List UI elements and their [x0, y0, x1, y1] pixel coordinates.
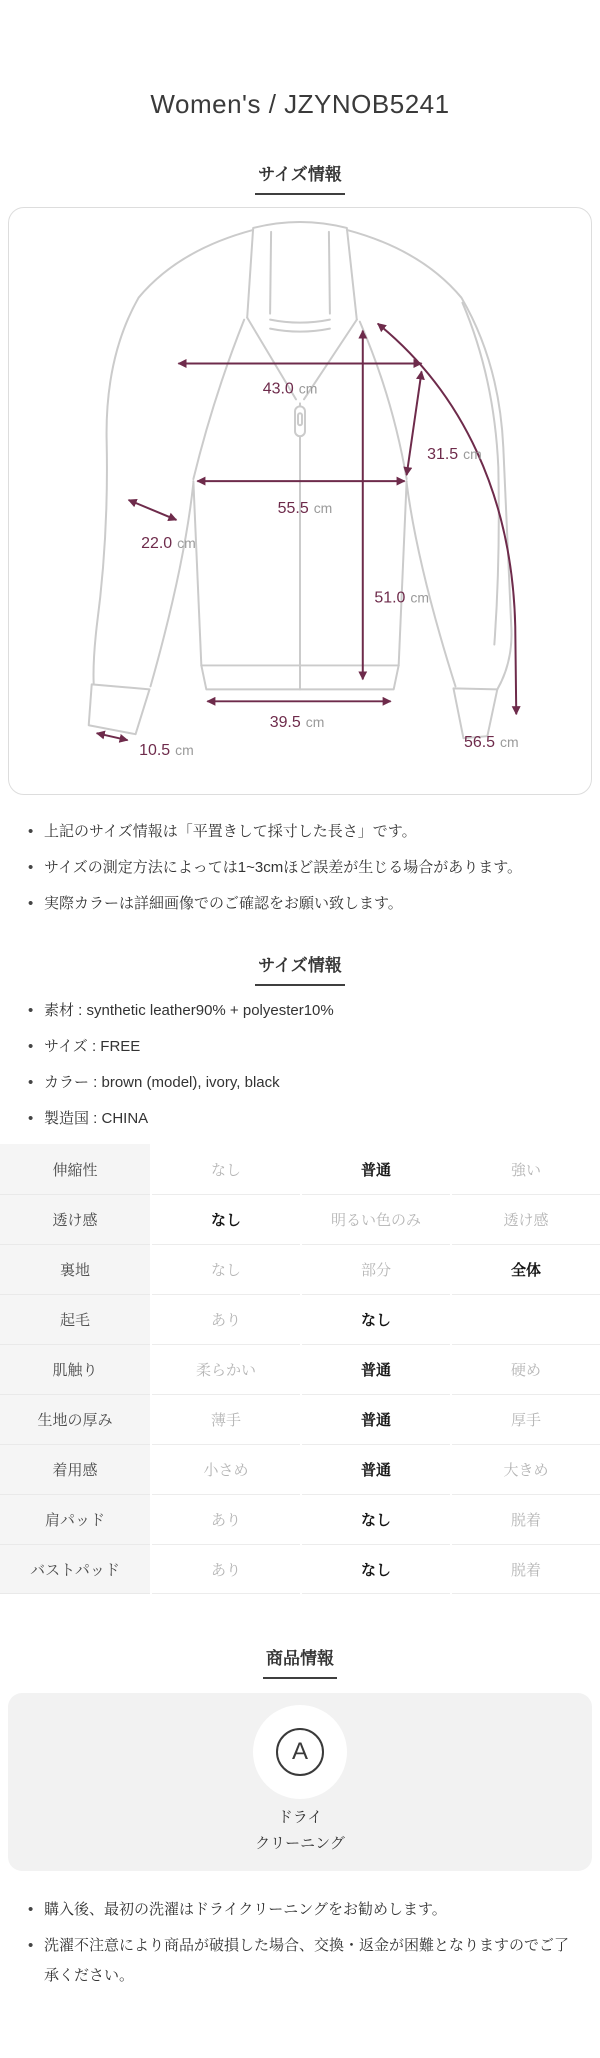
care-symbol-label: [255, 1805, 345, 1857]
care-symbol-badge: [253, 1705, 347, 1799]
row-label: 裏地: [0, 1244, 150, 1294]
sleeve-width-line: [129, 500, 177, 520]
option-cell: 脱着: [452, 1544, 600, 1594]
size-diagram-box: [8, 207, 592, 795]
care-label-line2: クリーニング: [255, 1835, 345, 1852]
specs-list: [0, 1000, 600, 1130]
option-cell: 脱着: [452, 1494, 600, 1544]
measurement-shoulder-width: 43.0 cm: [262, 380, 318, 398]
option-cell: 普通: [302, 1394, 450, 1444]
row-label: バストパッド: [0, 1544, 150, 1594]
size-note: • サイズの測定方法によっては1~3cmほど誤差が生じる場合があります。: [28, 857, 580, 879]
option-cell: 全体: [452, 1244, 600, 1294]
option-cell: 明るい色のみ: [302, 1194, 450, 1244]
care-note: • 洗濯不注意により商品が破損した場合、交換・返金が困難となりますのでご了承ください。: [28, 1931, 580, 1991]
page-title: Women's / JZYNOB5241: [150, 89, 450, 119]
option-cell: 大きめ: [452, 1444, 600, 1494]
spec-country: • 製造国 : CHINA: [28, 1108, 580, 1130]
option-cell: あり: [152, 1294, 300, 1344]
row-label: 起毛: [0, 1294, 150, 1344]
jacket-outline-drawing: [89, 222, 512, 738]
table-row: [0, 1344, 600, 1394]
option-cell: なし: [152, 1194, 300, 1244]
size-diagram-heading-text: サイズ情報: [255, 164, 345, 195]
cuff-width-line: [97, 733, 128, 740]
attribute-table: [0, 1144, 600, 1594]
dry-cleaning-a-icon: A: [276, 1728, 324, 1776]
size-diagram-heading: [0, 164, 600, 195]
table-row: [0, 1494, 600, 1544]
measurement-sleeve-width: 22.0 cm: [141, 534, 196, 552]
care-note: • 購入後、最初の洗濯はドライクリーニングをお勧めします。: [28, 1895, 580, 1925]
option-cell: なし: [152, 1144, 300, 1194]
option-cell: 部分: [302, 1244, 450, 1294]
option-cell: なし: [302, 1294, 450, 1344]
row-label: 着用感: [0, 1444, 150, 1494]
option-cell: なし: [302, 1494, 450, 1544]
option-cell: 厚手: [452, 1394, 600, 1444]
care-instructions-panel: [8, 1693, 592, 1871]
table-row: [0, 1144, 600, 1194]
measurement-cuff-width: 10.5 cm: [139, 742, 194, 760]
size-diagram: [9, 208, 591, 794]
option-cell: 強い: [452, 1144, 600, 1194]
row-label: 肌触り: [0, 1344, 150, 1394]
option-cell: [452, 1294, 600, 1344]
row-label: 肩パッド: [0, 1494, 150, 1544]
option-cell: 柔らかい: [152, 1344, 300, 1394]
table-row: [0, 1544, 600, 1594]
option-cell: 小さめ: [152, 1444, 300, 1494]
measurement-hem-width: 39.5 cm: [269, 714, 325, 732]
option-cell: あり: [152, 1494, 300, 1544]
measurement-sleeve-length: 56.5 cm: [464, 734, 519, 752]
product-info-heading: [0, 1648, 600, 1679]
size-note: • 実際カラーは詳細画像でのご確認をお願い致します。: [28, 893, 580, 915]
option-cell: 普通: [302, 1144, 450, 1194]
option-cell: あり: [152, 1544, 300, 1594]
table-row: [0, 1194, 600, 1244]
option-cell: 普通: [302, 1444, 450, 1494]
option-cell: なし: [152, 1244, 300, 1294]
armhole-line: [407, 371, 422, 475]
size-specs-heading: [0, 955, 600, 986]
table-row: [0, 1244, 600, 1294]
table-row: [0, 1294, 600, 1344]
row-label: 伸縮性: [0, 1144, 150, 1194]
option-cell: 普通: [302, 1344, 450, 1394]
option-cell: なし: [302, 1544, 450, 1594]
table-row: [0, 1394, 600, 1444]
option-cell: 硬め: [452, 1344, 600, 1394]
measurement-length: 51.0 cm: [374, 589, 429, 607]
size-notes-list: [0, 821, 600, 915]
product-info-heading-text: 商品情報: [263, 1648, 337, 1679]
care-notes-list: [0, 1895, 600, 1991]
row-label: 生地の厚み: [0, 1394, 150, 1444]
table-row: [0, 1444, 600, 1494]
row-label: 透け感: [0, 1194, 150, 1244]
option-cell: 透け感: [452, 1194, 600, 1244]
option-cell: 薄手: [152, 1394, 300, 1444]
measurement-chest-width: 55.5 cm: [277, 499, 333, 517]
size-specs-heading-text: サイズ情報: [255, 955, 345, 986]
care-label-line1: ドライ: [277, 1809, 323, 1826]
spec-size: • サイズ : FREE: [28, 1036, 580, 1058]
measurement-labels: [139, 380, 518, 759]
size-note: • 上記のサイズ情報は「平置きして採寸した長さ」です。: [28, 821, 580, 843]
measurement-armhole: 31.5 cm: [427, 446, 482, 464]
spec-color: • カラー : brown (model), ivory, black: [28, 1072, 580, 1094]
spec-material: • 素材 : synthetic leather90% + polyester10%: [28, 1000, 580, 1022]
